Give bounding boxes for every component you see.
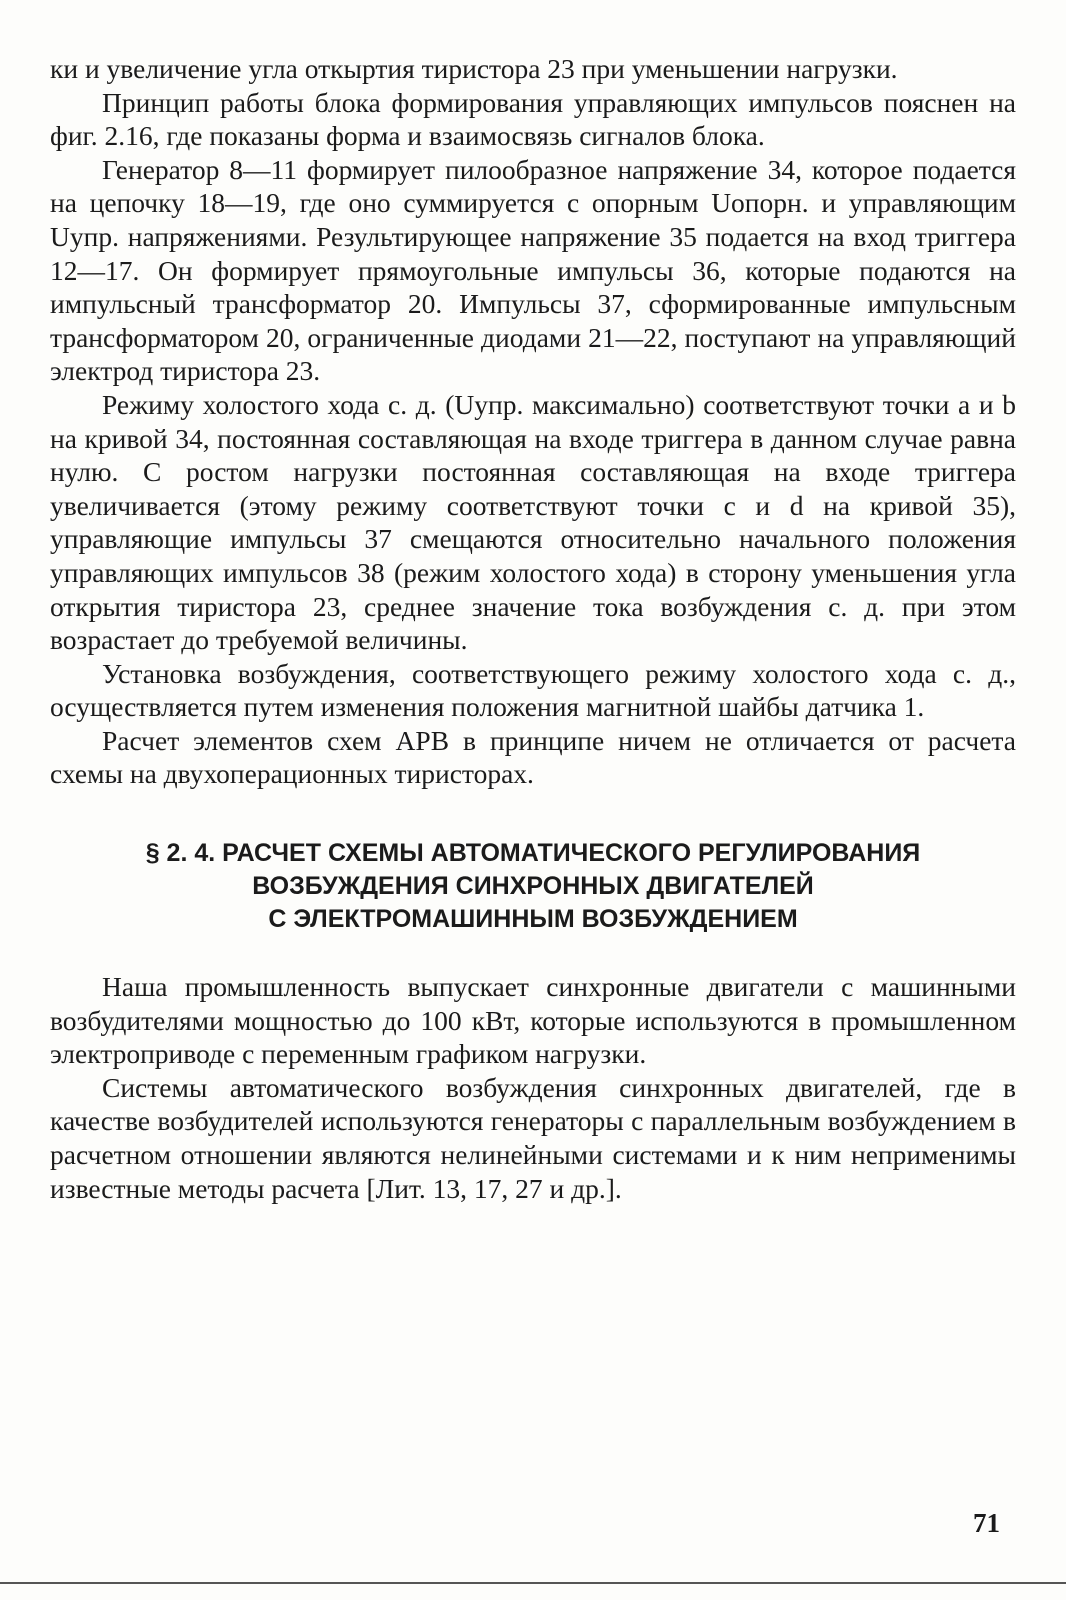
paragraph-calculation: Расчет элементов схем АРВ в принципе ничем не отличается от расчета схемы на двухоперационных тиристорах. [50,724,1016,790]
paragraph-excitation-setup: Установка возбуждения, соответствующего режиму холостого хода с. д., осуществляется путем изменения положения магнитной шайбы датчика 1. [50,657,1016,723]
page-number: 71 [973,1508,1000,1538]
bottom-edge-line [0,1582,1066,1584]
paragraph-industry: Наша промышленность выпускает синхронные двигатели с машинными возбудителями мощностью до 100 кВт, которые используются в промышленном электроприводе с переменным графиком нагрузки. [50,971,1016,1070]
section-heading-line-2: ВОЗБУЖДЕНИЯ СИНХРОННЫХ ДВИГАТЕЛЕЙ [252,872,814,901]
paragraph-continuation: ки и увеличение угла откыртия тиристора 23 при уменьшении нагрузки. [50,53,898,84]
paragraph-generator: Генератор 8—11 формирует пилообразное напряжение 34, которое подается на цепочку 18—19, где оно суммируется с опорным Uопорн. и управляющим Uупр. напряжениями. Результирующее напряжение 35 подается на вход триггера 12—17. Он формирует прямоугольные импульсы 36, которые подаются на импульсный трансформатор 20. Импульсы 37, сформированные импульсным трансформатором 20, ограниченные диодами 21—22, поступают на управляющий электрод тиристора 23. [50,153,1016,387]
section-heading-line-1: § 2. 4. РАСЧЕТ СХЕМЫ АВТОМАТИЧЕСКОГО РЕГУЛИРОВАНИЯ [145,839,921,868]
paragraph-idle-mode: Режиму холостого хода с. д. (Uупр. максимально) соответствуют точки a и b на кривой 34, постоянная составляющая на входе триггера в данном случае равна нулю. С ростом нагрузки постоянная составляющая на входе триггера увеличивается (этому режиму соответствуют точки c и d на кривой 35), управляющие импульсы 37 смещаются относительно начального положения управляющих импульсов 38 (режим холостого хода) в сторону уменьшения угла открытия тиристора 23, среднее значение тока возбуждения с. д. при этом возрастает до требуемой величины. [50,388,1016,656]
paragraph-systems: Системы автоматического возбуждения синхронных двигателей, где в качестве возбудителей используются генераторы с параллельным возбуждением в расчетном отношении являются нелинейными системами и к ним неприменимы известные методы расчета [Лит. 13, 17, 27 и др.]. [50,1071,1016,1204]
section-heading [50,837,1016,936]
paragraph-pulse-block: Принцип работы блока формирования управляющих импульсов пояснен на фиг. 2.16, где показаны форма и взаимосвязь сигналов блока. [50,86,1016,152]
body-text [50,52,1016,1205]
section-heading-line-3: С ЭЛЕКТРОМАШИННЫМ ВОЗБУЖДЕНИЕМ [268,905,798,934]
